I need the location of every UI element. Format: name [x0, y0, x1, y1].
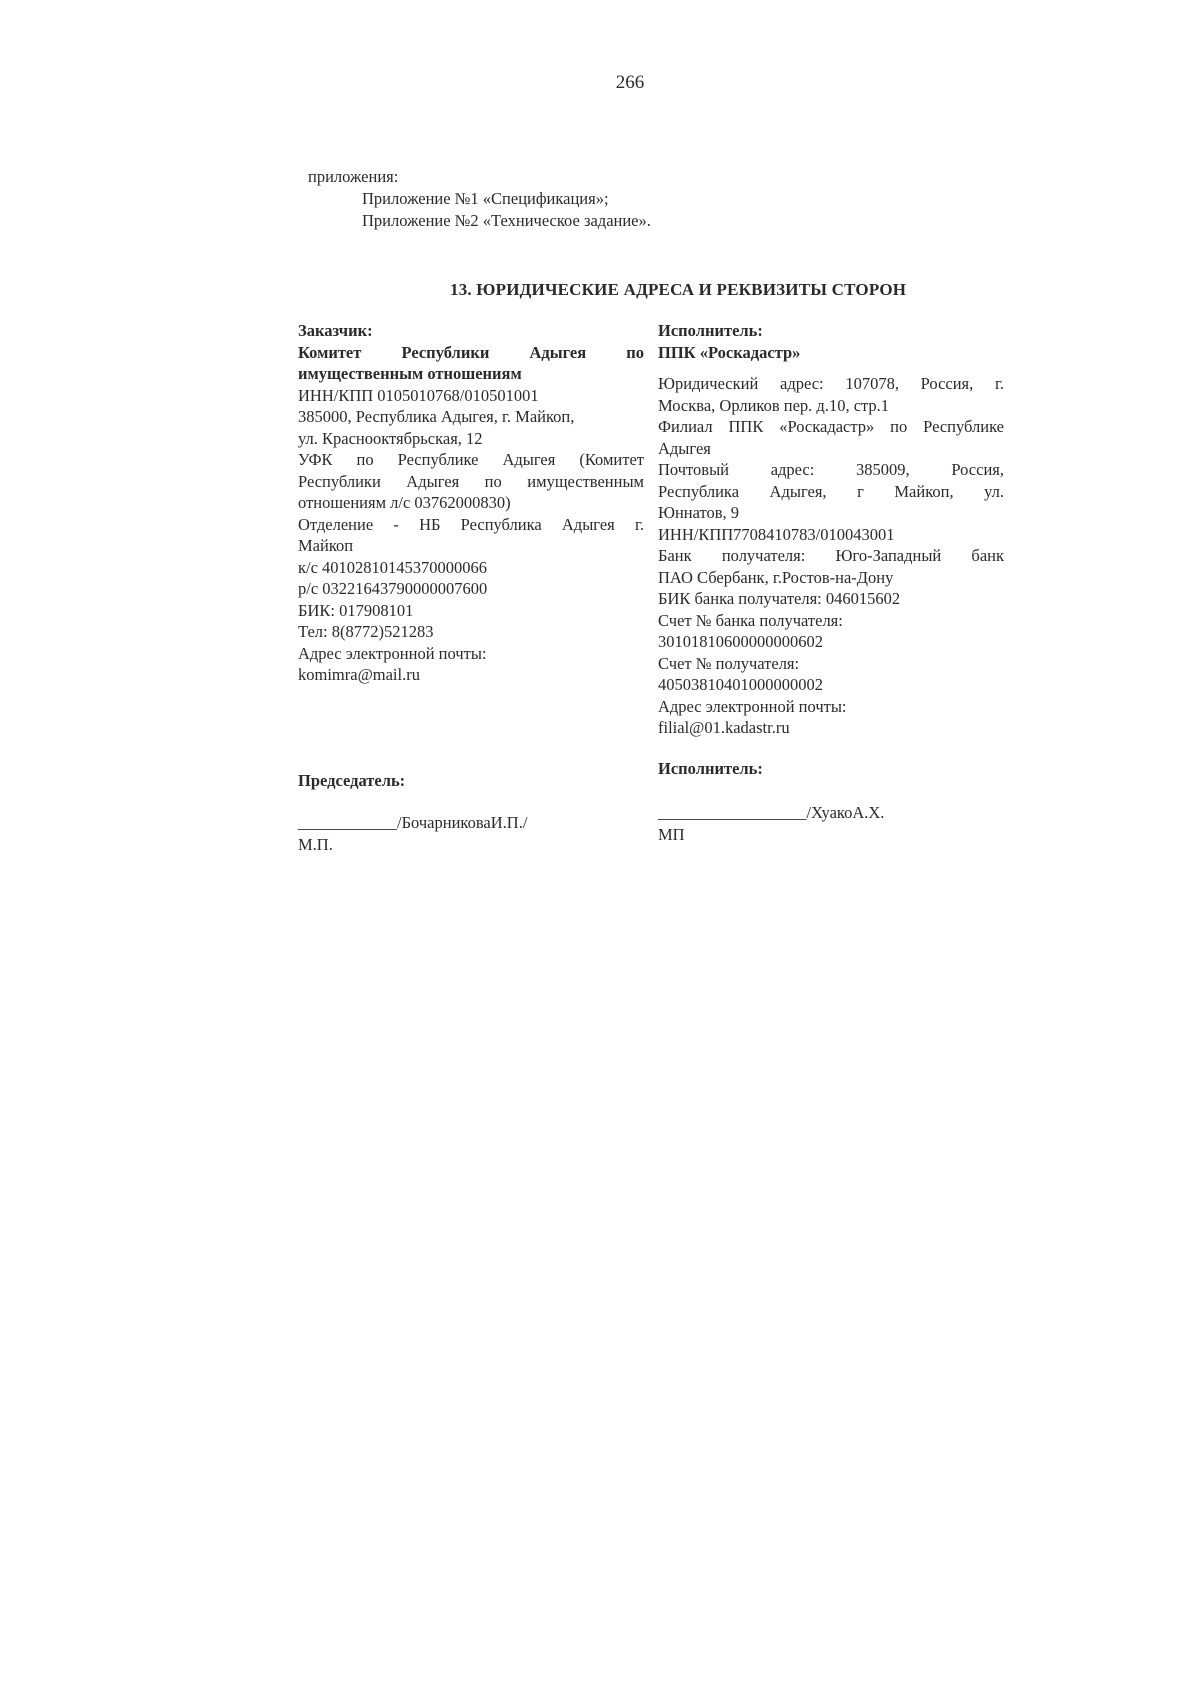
customer-details [298, 320, 644, 686]
contractor-postal-line: Республика Адыгея, г Майкоп, ул. [658, 481, 1004, 501]
contractor-email: filial@01.kadastr.ru [658, 718, 790, 737]
contractor-legal-line: Юридический адрес: 107078, Россия, г. [658, 374, 1004, 393]
contractor-bank-line: ПАО Сбербанк, г.Ростов-на-Дону [658, 567, 894, 587]
contractor-signature-line: __________________/ХуакоА.Х. [658, 803, 885, 822]
contractor-postal-line: Юннатов, 9 [658, 503, 740, 522]
contractor-bank-line: Банк получателя: Юго-Западный банк [658, 546, 1004, 565]
customer-name-line: Комитет Республики Адыгея по [298, 342, 644, 362]
contractor-bank-acc-label: Счет № банка получателя: [658, 610, 843, 630]
contractor-heading: Исполнитель: [658, 321, 763, 340]
customer-branch-line: Отделение - НБ Республика Адыгея г. [298, 514, 644, 534]
page-number: 266 [615, 72, 645, 93]
customer-phone: Тел: 8(8772)521283 [298, 622, 434, 641]
contractor-recipient-acc-label: Счет № получателя: [658, 653, 800, 673]
customer-rs: р/с 03221643790000007600 [298, 579, 488, 598]
customer-ufk-line: УФК по Республике Адыгея (Комитет [298, 450, 644, 469]
customer-address-line: ул. Краснооктябрьская, 12 [298, 428, 483, 448]
contractor-filial-line: Адыгея [658, 438, 711, 458]
customer-address-line: 385000, Республика Адыгея, г. Майкоп, [298, 407, 575, 426]
customer-branch-line: Майкоп [298, 536, 354, 555]
section-title: 13. ЮРИДИЧЕСКИЕ АДРЕСА И РЕКВИЗИТЫ СТОРОН [450, 280, 907, 299]
appendix-list [308, 166, 651, 232]
customer-stamp: М.П. [298, 835, 333, 854]
contractor-name: ППК «Роскадастр» [658, 342, 801, 362]
customer-ufk-line: отношениям л/с 03762000830) [298, 493, 511, 512]
customer-email: komimra@mail.ru [298, 665, 420, 684]
appendix-item: Приложение №2 «Техническое задание». [362, 211, 651, 230]
contractor-bik: БИК банка получателя: 046015602 [658, 589, 901, 608]
customer-heading: Заказчик: [298, 321, 373, 340]
customer-signature-line: ____________/БочарниковаИ.П./ [298, 813, 528, 832]
appendix-intro: приложения: [308, 167, 399, 186]
contractor-bank-acc: 30101810600000000602 [658, 632, 823, 651]
customer-ufk-line: Республики Адыгея по имущественным [298, 471, 644, 491]
customer-signature-title: Председатель: [298, 771, 406, 790]
customer-name-line: имущественным отношениям [298, 364, 522, 383]
contractor-stamp: МП [658, 825, 685, 844]
customer-bik: БИК: 017908101 [298, 600, 414, 620]
contractor-legal-line: Москва, Орликов пер. д.10, стр.1 [658, 395, 890, 415]
appendix-item: Приложение №1 «Спецификация»; [362, 189, 609, 208]
customer-inn-kpp: ИНН/КПП 0105010768/010501001 [298, 385, 539, 405]
contractor-email-label: Адрес электронной почты: [658, 696, 847, 716]
contractor-postal-line: Почтовый адрес: 385009, Россия, [658, 460, 1004, 479]
contractor-filial-line: Филиал ППК «Роскадастр» по Республике [658, 417, 1004, 436]
contractor-inn-kpp: ИНН/КПП7708410783/010043001 [658, 524, 895, 544]
contractor-signature-title: Исполнитель: [658, 759, 763, 778]
customer-email-label: Адрес электронной почты: [298, 643, 487, 663]
contractor-details [658, 320, 1004, 739]
contractor-recipient-acc: 40503810401000000002 [658, 675, 823, 694]
customer-ks: к/с 40102810145370000066 [298, 557, 488, 577]
